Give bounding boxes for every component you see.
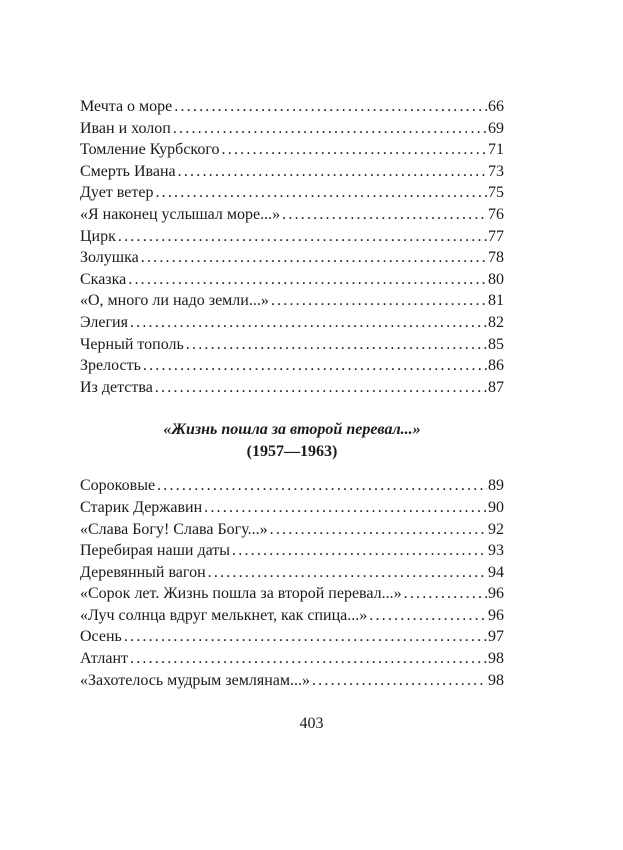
- dot-leader: [141, 247, 487, 269]
- toc-entry-page: 86: [488, 357, 504, 375]
- dot-leader: [124, 626, 487, 648]
- toc-entry-page: 80: [488, 270, 504, 288]
- toc-entry-page: 93: [488, 542, 504, 560]
- toc-entry: [80, 519, 504, 541]
- toc-entry-title: «Луч солнца вдруг мелькнет, как спица...»: [80, 606, 368, 624]
- dot-leader: [130, 312, 487, 334]
- toc-entry-title: Томление Курбского: [80, 141, 220, 159]
- toc-entry-page: 87: [488, 378, 504, 396]
- toc-entry: [80, 355, 504, 377]
- toc-entry: [80, 626, 504, 648]
- dot-leader: [271, 290, 487, 312]
- toc-entry: [80, 204, 504, 226]
- toc-entry: [80, 139, 504, 161]
- toc-entry-page: 77: [488, 227, 504, 245]
- toc-entry-title: Деревянный вагон: [80, 563, 206, 581]
- dot-leader: [404, 583, 487, 605]
- toc-entry-title: Дует ветер: [80, 184, 154, 202]
- toc-entry-title: Атлант: [80, 650, 128, 668]
- toc-entry-title: Черный тополь: [80, 335, 184, 353]
- toc-entry: [80, 269, 504, 291]
- dot-leader: [174, 96, 487, 118]
- dot-leader: [130, 648, 487, 670]
- dot-leader: [312, 670, 487, 692]
- toc-entry: [80, 96, 504, 118]
- toc-entry-page: 97: [488, 628, 504, 646]
- toc-entry-page: 96: [488, 585, 504, 603]
- toc-entry: [80, 475, 504, 497]
- toc-entry: [80, 540, 504, 562]
- toc-entry: [80, 161, 504, 183]
- toc-entry-page: 82: [488, 313, 504, 331]
- toc-entry: [80, 670, 504, 692]
- dot-leader: [155, 182, 487, 204]
- toc-entry: [80, 118, 504, 140]
- toc-entry-title: Иван и холоп: [80, 119, 171, 137]
- dot-leader: [178, 161, 487, 183]
- toc-entry-page: 94: [488, 563, 504, 581]
- toc-entry-title: «О, много ли надо земли...»: [80, 292, 269, 310]
- toc-entry-page: 81: [488, 292, 504, 310]
- toc-entry-page: 92: [488, 520, 504, 538]
- toc-entry: [80, 312, 504, 334]
- dot-leader: [204, 497, 487, 519]
- dot-leader: [222, 139, 487, 161]
- dot-leader: [282, 204, 487, 226]
- section-title: «Жизнь пошла за второй перевал...»: [163, 421, 421, 439]
- toc-entry: [80, 290, 504, 312]
- toc-entry-page: 78: [488, 249, 504, 267]
- dot-leader: [173, 118, 487, 140]
- toc-entry-title: Золушка: [80, 249, 139, 267]
- toc-entry-title: Элегия: [80, 313, 128, 331]
- dot-leader: [369, 605, 487, 627]
- toc-entry: [80, 562, 504, 584]
- toc-entry: [80, 648, 504, 670]
- dot-leader: [143, 355, 487, 377]
- toc-entry: [80, 247, 504, 269]
- section-heading: [80, 419, 504, 463]
- toc-entry-title: Из детства: [80, 378, 153, 396]
- dot-leader: [128, 269, 487, 291]
- toc-entry-page: 89: [488, 477, 504, 495]
- table-of-contents: [80, 96, 504, 691]
- dot-leader: [186, 334, 487, 356]
- toc-entry-title: «Я наконец услышал море...»: [80, 205, 281, 223]
- toc-entry: [80, 182, 504, 204]
- toc-entry-page: 98: [488, 650, 504, 668]
- page-number: 403: [299, 715, 324, 732]
- toc-entry-page: 75: [488, 184, 504, 202]
- toc-list-part1: [80, 96, 504, 398]
- toc-entry: [80, 226, 504, 248]
- toc-entry-page: 66: [488, 98, 504, 115]
- toc-entry-title: Зрелость: [80, 357, 141, 375]
- toc-entry-title: Смерть Ивана: [80, 162, 176, 180]
- dot-leader: [208, 562, 487, 584]
- toc-entry-title: Осень: [80, 628, 122, 646]
- toc-entry-title: Сороковые: [80, 477, 156, 495]
- toc-entry-page: 76: [488, 205, 504, 223]
- toc-entry-title: «Захотелось мудрым землянам...»: [80, 671, 310, 689]
- dot-leader: [157, 475, 487, 497]
- toc-entry-page: 98: [488, 671, 504, 689]
- section-years: (1957—1963): [246, 443, 338, 461]
- toc-entry: [80, 583, 504, 605]
- toc-list-part2: [80, 475, 504, 691]
- toc-entry-title: «Слава Богу! Слава Богу...»: [80, 520, 268, 538]
- toc-entry-page: 90: [488, 498, 504, 516]
- toc-entry: [80, 377, 504, 399]
- dot-leader: [155, 377, 487, 399]
- toc-entry-page: 96: [488, 606, 504, 624]
- toc-entry-title: Цирк: [80, 227, 116, 245]
- toc-entry: [80, 334, 504, 356]
- toc-entry-page: 71: [488, 141, 504, 159]
- toc-entry-page: 85: [488, 335, 504, 353]
- dot-leader: [270, 519, 487, 541]
- toc-entry-title: Перебирая наши даты: [80, 542, 231, 560]
- dot-leader: [118, 226, 487, 248]
- toc-entry: [80, 605, 504, 627]
- toc-entry-title: Сказка: [80, 270, 127, 288]
- toc-entry-page: 73: [488, 162, 504, 180]
- toc-entry-page: 69: [488, 119, 504, 137]
- toc-entry: [80, 497, 504, 519]
- toc-entry-title: Старик Державин: [80, 498, 203, 516]
- toc-entry-title: «Сорок лет. Жизнь пошла за второй перевал...»: [80, 585, 402, 603]
- toc-entry-title: Мечта о море: [80, 98, 173, 115]
- dot-leader: [232, 540, 487, 562]
